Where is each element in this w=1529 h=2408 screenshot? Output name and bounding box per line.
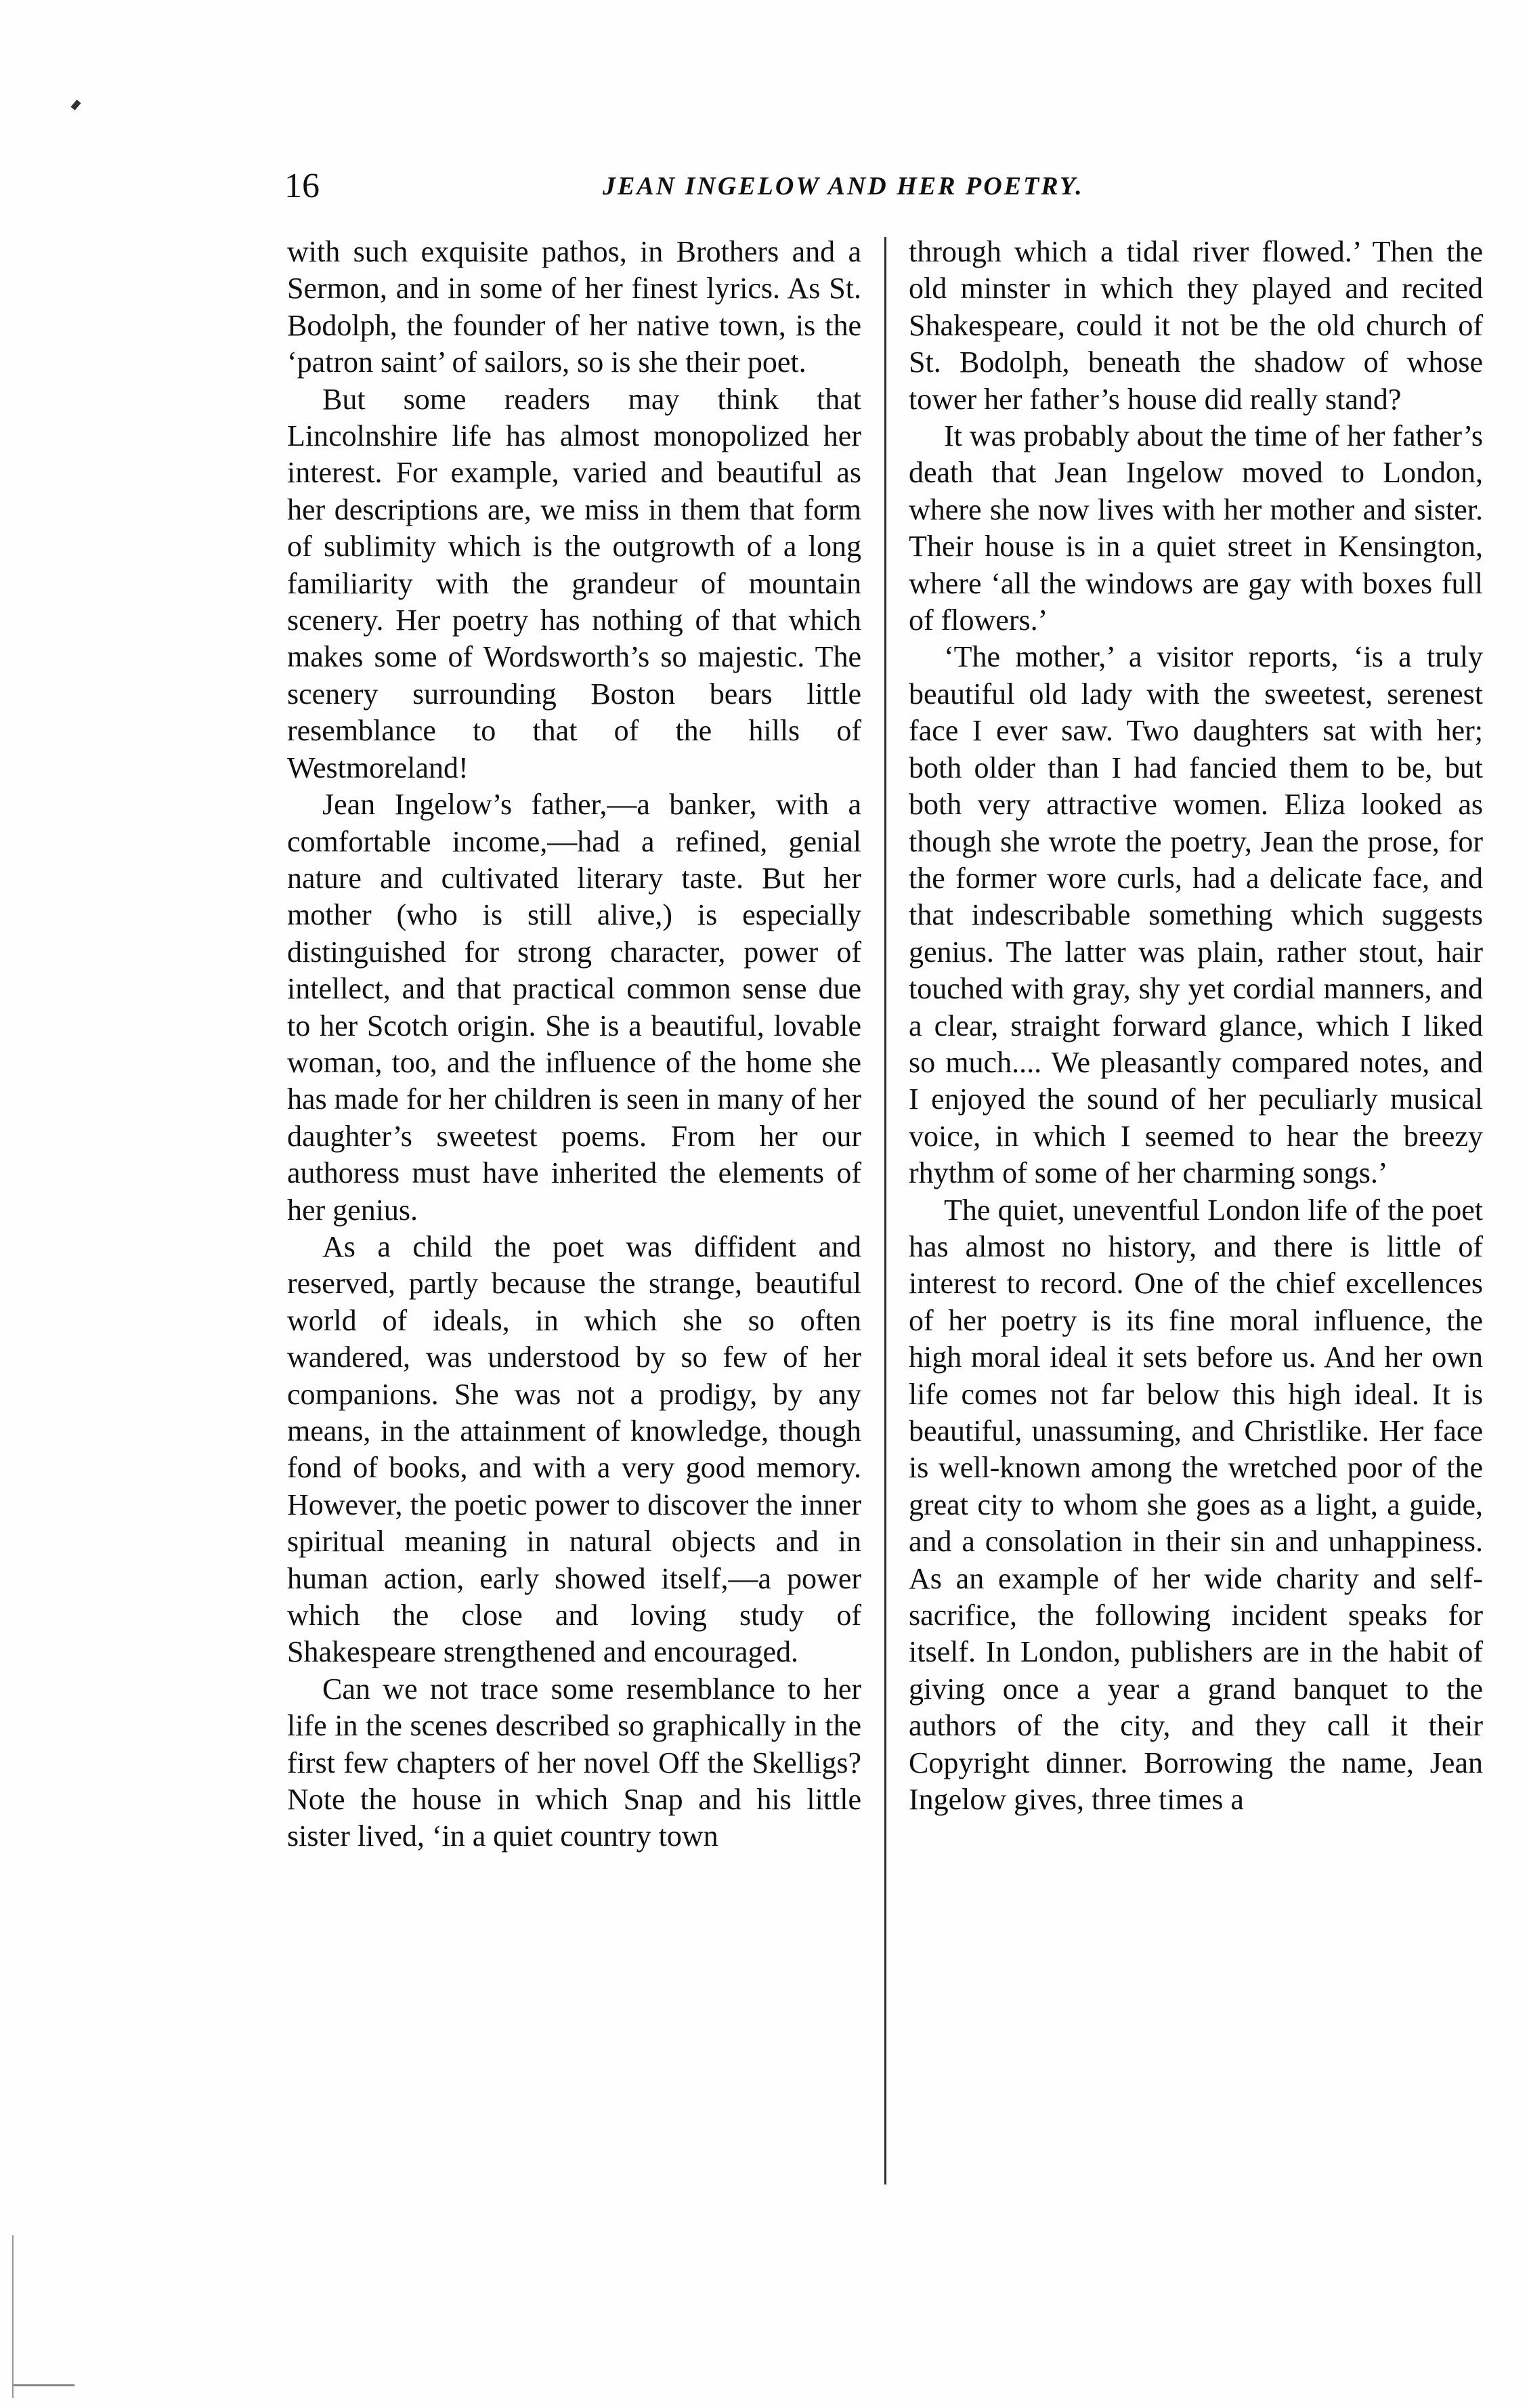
paragraph: Jean Ingelow’s father,—a banker, with a comfortable income,—had a refined, genial nature and cultivated literary taste. But her mother (who is still alive,) is especially distinguished for strong character, power of intellect, and that practical common sense due to her Scotch origin. She is a beautiful, lovable woman, too, and the influence of the home she has made for her children is seen in many of her daughter’s sweetest poems. From her our authoress must have inherited the elements of her genius.: [287, 788, 861, 1227]
paragraph: But some readers may think that Lincolnshire life has almost monopolized her interest. For example, varied and beautiful as her descriptions are, we miss in them that form of sublimity which is the outgrowth of a long familiarity with the grandeur of mountain scenery. Her poetry has nothing of that which makes some of Wordsworth’s so majestic. The scenery surrounding Boston bears little resemblance to that of the hills of Westmoreland!: [287, 382, 861, 784]
paragraph: The quiet, uneventful London life of the poet has almost no history, and there is little of interest to record. One of the chief excellences of her poetry is its fine moral influence, the high moral ideal it sets before us. And her own life comes not far below this high ideal. It is beautiful, unassuming, and Christlike. Her face is well-known among the wretched poor of the great city to whom she goes as a light, a guide, and a consolation in their sin and unhappiness. As an example of her wide charity and self-sacrifice, the following incident speaks for itself. In London, publishers are in the habit of giving once a year a grand banquet to the authors of the city, and they call it their Copyright dinner. Borrowing the name, Jean Ingelow gives, three times a: [909, 1193, 1483, 1817]
scan-mark: [14, 2384, 74, 2386]
paragraph: As a child the poet was diffident and reserved, partly because the strange, beautiful world of ideals, in which she so often wandered, was understood by so few of her companions. She was not a prodigy, by any means, in the attainment of knowledge, though fond of books, and with a very good memory. However, the poetic power to discover the inner spiritual meaning in natural objects and in human action, early showed itself,—a power which the close and loving study of Shakespeare strengthened and encouraged.: [287, 1229, 861, 1669]
right-column: [909, 234, 1483, 1818]
left-column: [287, 234, 861, 1855]
paragraph: Can we not trace some resemblance to her life in the scenes described so graphically in the first few chapters of her novel Off the Skelligs? Note the house in which Snap and his little sister lived, ‘in a quiet country town: [287, 1672, 861, 1853]
scan-mark: [12, 2235, 14, 2398]
scan-mark: [70, 100, 81, 110]
paragraph: with such exquisite pathos, in Brothers and a Sermon, and in some of her finest lyrics. As St. Bodolph, the founder of her native town, is the ‘patron saint’ of sailors, so is she their poet.: [287, 235, 861, 379]
page-number: 16: [284, 167, 320, 205]
running-title: JEAN INGELOW AND HER POETRY.: [603, 172, 1084, 200]
column-divider: [884, 237, 886, 2184]
paragraph: ‘The mother,’ a visitor reports, ‘is a truly beautiful old lady with the sweetest, serenest face I ever saw. Two daughters sat with her; both older than I had fancied them to be, but both very attractive women. Eliza looked as though she wrote the poetry, Jean the prose, for the former wore curls, had a delicate face, and that indescribable something which suggests genius. The latter was plain, rather stout, hair touched with gray, shy yet cordial manners, and a clear, straight forward glance, which I liked so much.... We pleasantly compared notes, and I enjoyed the sound of her peculiarly musical voice, in which I seemed to hear the breezy rhythm of some of her charming songs.’: [909, 640, 1483, 1190]
paragraph: through which a tidal river flowed.’ Then the old minster in which they played and recited Shakespeare, could it not be the old church of St. Bodolph, beneath the shadow of whose tower her father’s house did really stand?: [909, 235, 1483, 416]
paragraph: It was probably about the time of her father’s death that Jean Ingelow moved to London, where she now lives with her mother and sister. Their house is in a quiet street in Kensington, where ‘all the windows are gay with boxes full of flowers.’: [909, 419, 1483, 637]
page-header: [284, 163, 1490, 210]
